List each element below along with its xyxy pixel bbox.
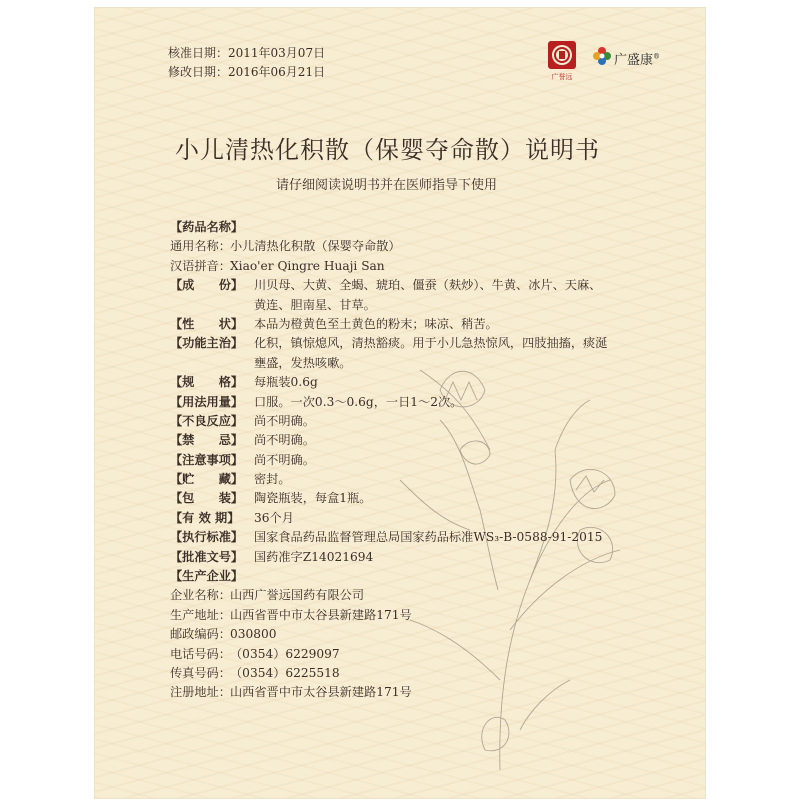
guangyuyuan-logo-icon: [545, 38, 579, 81]
revision-date: 修改日期：2016年06月21日: [168, 65, 326, 79]
row-label: 【成 份】: [170, 278, 244, 293]
row-value: 黄连、胆南星、甘草。: [254, 297, 376, 312]
instruction-row: [170, 296, 640, 315]
row-value: 陶瓷瓶装，每盒1瓶。: [254, 491, 372, 506]
row-label: 【批准文号】: [170, 549, 244, 564]
instruction-row: [170, 237, 640, 256]
instruction-row: [170, 625, 640, 644]
row-value: 尚不明确。: [254, 413, 315, 428]
instruction-row: [170, 664, 640, 683]
row-label: 注册地址：: [170, 685, 231, 700]
row-value: 尚不明确。: [254, 452, 315, 467]
row-label: 【执行标准】: [170, 530, 244, 545]
row-label: 【禁 忌】: [170, 433, 244, 448]
instruction-row: [170, 489, 640, 508]
row-label: 【性 状】: [170, 316, 244, 331]
row-value: 本品为橙黄色至土黄色的粉末；味凉、稍苦。: [254, 316, 498, 331]
row-value: 尚不明确。: [254, 433, 315, 448]
row-value: （0354）6229097: [230, 646, 340, 661]
instruction-row: [170, 586, 640, 605]
instruction-row: [170, 412, 640, 431]
row-value: 山西省晋中市太谷县新建路171号: [230, 607, 412, 622]
row-label: 【规 格】: [170, 375, 244, 390]
row-label: 【不良反应】: [170, 413, 244, 428]
row-value: 030800: [230, 627, 277, 642]
row-label: 企业名称：: [170, 588, 231, 603]
row-label: 【包 装】: [170, 491, 244, 506]
instruction-row: [170, 470, 640, 489]
row-label: 【用法用量】: [170, 394, 244, 409]
row-label: 生产地址：: [170, 607, 231, 622]
row-value: 国家食品药品监督管理总局国家药品标准WS₃-B-0588-91-2015: [254, 530, 603, 545]
registered-mark: ®: [653, 52, 661, 61]
instruction-row: [170, 509, 640, 528]
instruction-rows: [170, 218, 640, 703]
row-value: 壅盛，发热咳嗽。: [254, 355, 352, 370]
row-label: 【药品名称】: [170, 220, 244, 234]
instruction-row: [170, 683, 640, 702]
row-label: 【贮 藏】: [170, 472, 244, 487]
row-value: 口服。一次0.3～0.6g，一日1～2次。: [254, 394, 463, 409]
brand2-name: 广盛康: [614, 53, 654, 68]
instruction-row: [170, 373, 640, 392]
instruction-row: [170, 393, 640, 412]
row-label: 电话号码：: [170, 646, 231, 661]
row-value: Xiao'er Qingre Huaji San: [230, 258, 385, 273]
guangshengkang-flower-icon: [592, 46, 612, 66]
document-title: 小儿清热化积散（保婴夺命散）说明书: [175, 136, 600, 164]
instruction-row: [170, 451, 640, 470]
document-subtitle: 请仔细阅读说明书并在医师指导下使用: [276, 178, 498, 193]
row-label: 【有 效 期】: [170, 510, 240, 525]
instruction-row: [170, 645, 640, 664]
row-label: 【功能主治】: [170, 336, 244, 351]
row-value: 小儿清热化积散（保婴夺命散）: [230, 239, 401, 254]
row-label: 【注意事项】: [170, 452, 244, 467]
instruction-row: [170, 276, 640, 295]
row-value: 密封。: [254, 472, 291, 487]
approval-date: 核准日期：2011年03月07日: [168, 46, 326, 60]
brand2-logo: [592, 46, 682, 68]
row-value: 国药准字Z14021694: [254, 549, 374, 564]
row-value: （0354）6225518: [230, 665, 340, 680]
row-label: 邮政编码：: [170, 627, 231, 642]
brand-logo-caption: 广誉远: [551, 73, 573, 81]
row-value: 山西省晋中市太谷县新建路171号: [230, 685, 412, 700]
instruction-row: [170, 315, 640, 334]
row-value: 每瓶装0.6g: [254, 375, 318, 390]
instruction-row: [170, 431, 640, 450]
row-label: 【生产企业】: [170, 569, 244, 584]
instruction-row: [170, 548, 640, 567]
row-value: 川贝母、大黄、全蝎、琥珀、僵蚕（麸炒）、牛黄、冰片、天麻、: [254, 278, 602, 293]
row-label: 传真号码：: [170, 665, 231, 680]
row-value: 36个月: [254, 510, 294, 525]
row-label: 汉语拼音：: [170, 258, 231, 273]
instruction-row: [170, 218, 640, 237]
instruction-row: [170, 354, 640, 373]
row-value: 化积，镇惊熄风，清热豁痰。用于小儿急热惊风，四肢抽搐，痰涎: [254, 336, 608, 351]
instruction-row: [170, 567, 640, 586]
instruction-row: [170, 257, 640, 276]
instruction-row: [170, 606, 640, 625]
row-value: 山西广誉远国药有限公司: [230, 588, 365, 603]
instruction-row: [170, 334, 640, 353]
instruction-row: [170, 528, 640, 547]
header-dates: [168, 44, 325, 82]
row-label: 通用名称：: [170, 239, 231, 254]
